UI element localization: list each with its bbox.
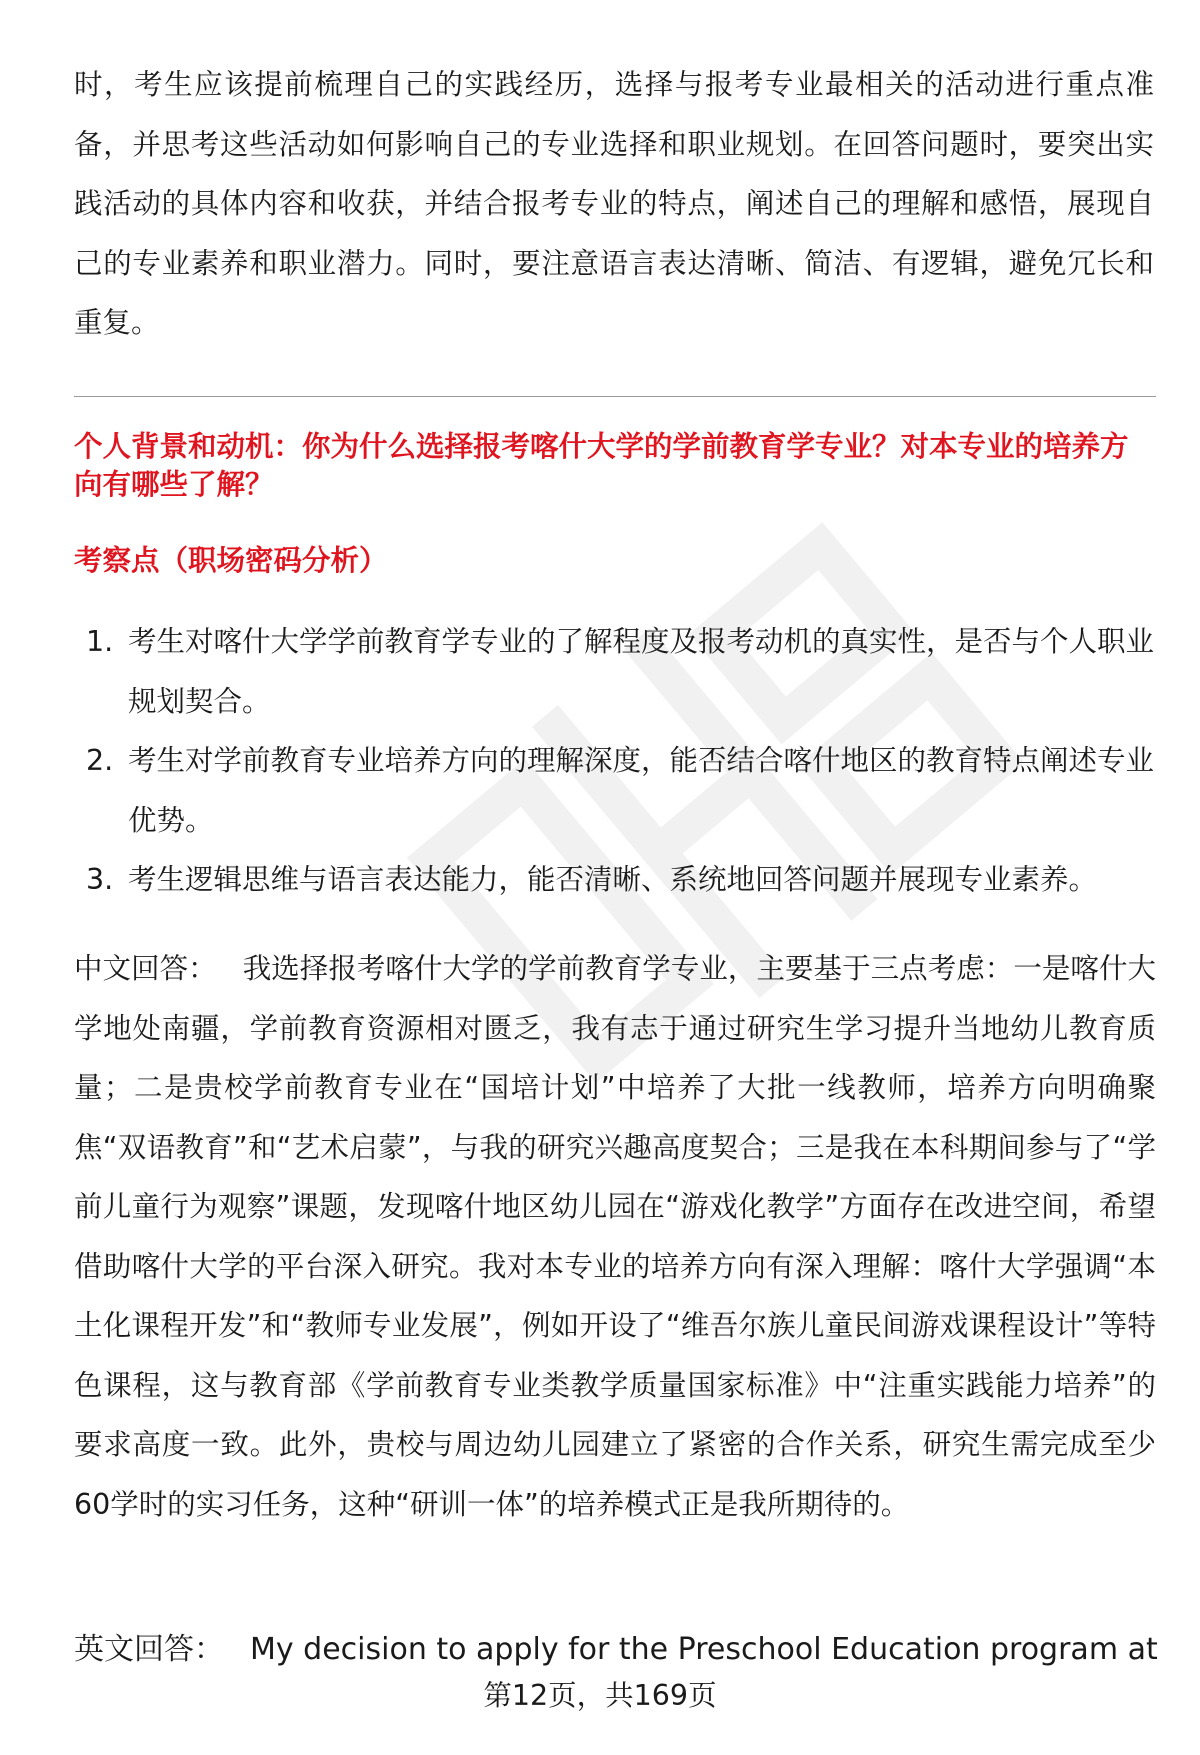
chinese-answer-paragraph <box>74 939 1156 1534</box>
list-item-number: 1. <box>86 625 114 658</box>
intro-section <box>74 55 1154 353</box>
list-item <box>74 731 1154 850</box>
assessment-points-heading: 考察点（职场密码分析） <box>74 544 388 577</box>
list-item-text: 考生逻辑思维与语言表达能力，能否清晰、系统地回答问题并展现专业素养。 <box>128 863 1098 896</box>
list-item-text: 考生对学前教育专业培养方向的理解深度，能否结合喀什地区的教育特点阐述专业优势。 <box>128 744 1155 837</box>
english-answer-text: My decision to apply for the Preschool Education program at <box>250 1632 1158 1667</box>
assessment-points-list <box>74 612 1154 910</box>
list-item <box>74 612 1154 731</box>
list-item <box>74 850 1154 910</box>
page-number-footer: 第12页，共169页 <box>483 1679 717 1712</box>
intro-paragraph: 时，考生应该提前梳理自己的实践经历，选择与报考专业最相关的活动进行重点准备，并思考这些活动如何影响自己的专业选择和职业规划。在回答问题时，要突出实践活动的具体内容和收获，并结合报考专业的特点，阐述自己的理解和感悟，展现自己的专业素养和职业潜力。同时，要注意语言表达清晰、简洁、有逻辑，避免冗长和重复。 <box>74 68 1154 339</box>
english-answer-paragraph <box>74 1625 1156 1675</box>
english-answer-label: 英文回答： <box>74 1632 224 1667</box>
chinese-answer-label: 中文回答： <box>74 952 217 985</box>
list-item-text: 考生对喀什大学学前教育学专业的了解程度及报考动机的真实性，是否与个人职业规划契合。 <box>128 625 1155 718</box>
section-divider <box>74 396 1156 397</box>
chinese-answer-section <box>74 939 1156 1534</box>
chinese-answer-text: 我选择报考喀什大学的学前教育学专业，主要基于三点考虑：一是喀什大学地处南疆，学前教育资源相对匮乏，我有志于通过研究生学习提升当地幼儿教育质量；二是贵校学前教育专业在“国培计划”中培养了大批一线教师，培养方向明确聚焦“双语教育”和“艺术启蒙”，与我的研究兴趣高度契合；三是我在本科期间参与了“学前儿童行为观察”课题，发现喀什地区幼儿园在“游戏化教学”方面存在改进空间，希望借助喀什大学的平台深入研究。我对本专业的培养方向有深入理解：喀什大学强调“本土化课程开发”和“教师专业发展”，例如开设了“维吾尔族儿童民间游戏课程设计”等特色课程，这与教育部《学前教育专业类教学质量国家标准》中“注重实践能力培养”的要求高度一致。此外，贵校与周边幼儿园建立了紧密的合作关系，研究生需完成至少60学时的实习任务，这种“研训一体”的培养模式正是我所期待的。 <box>74 952 1156 1521</box>
list-item-number: 2. <box>86 744 114 777</box>
question-title: 个人背景和动机：你为什么选择报考喀什大学的学前教育学专业？对本专业的培养方向有哪些了解？ <box>74 430 1129 501</box>
list-item-number: 3. <box>86 863 114 896</box>
